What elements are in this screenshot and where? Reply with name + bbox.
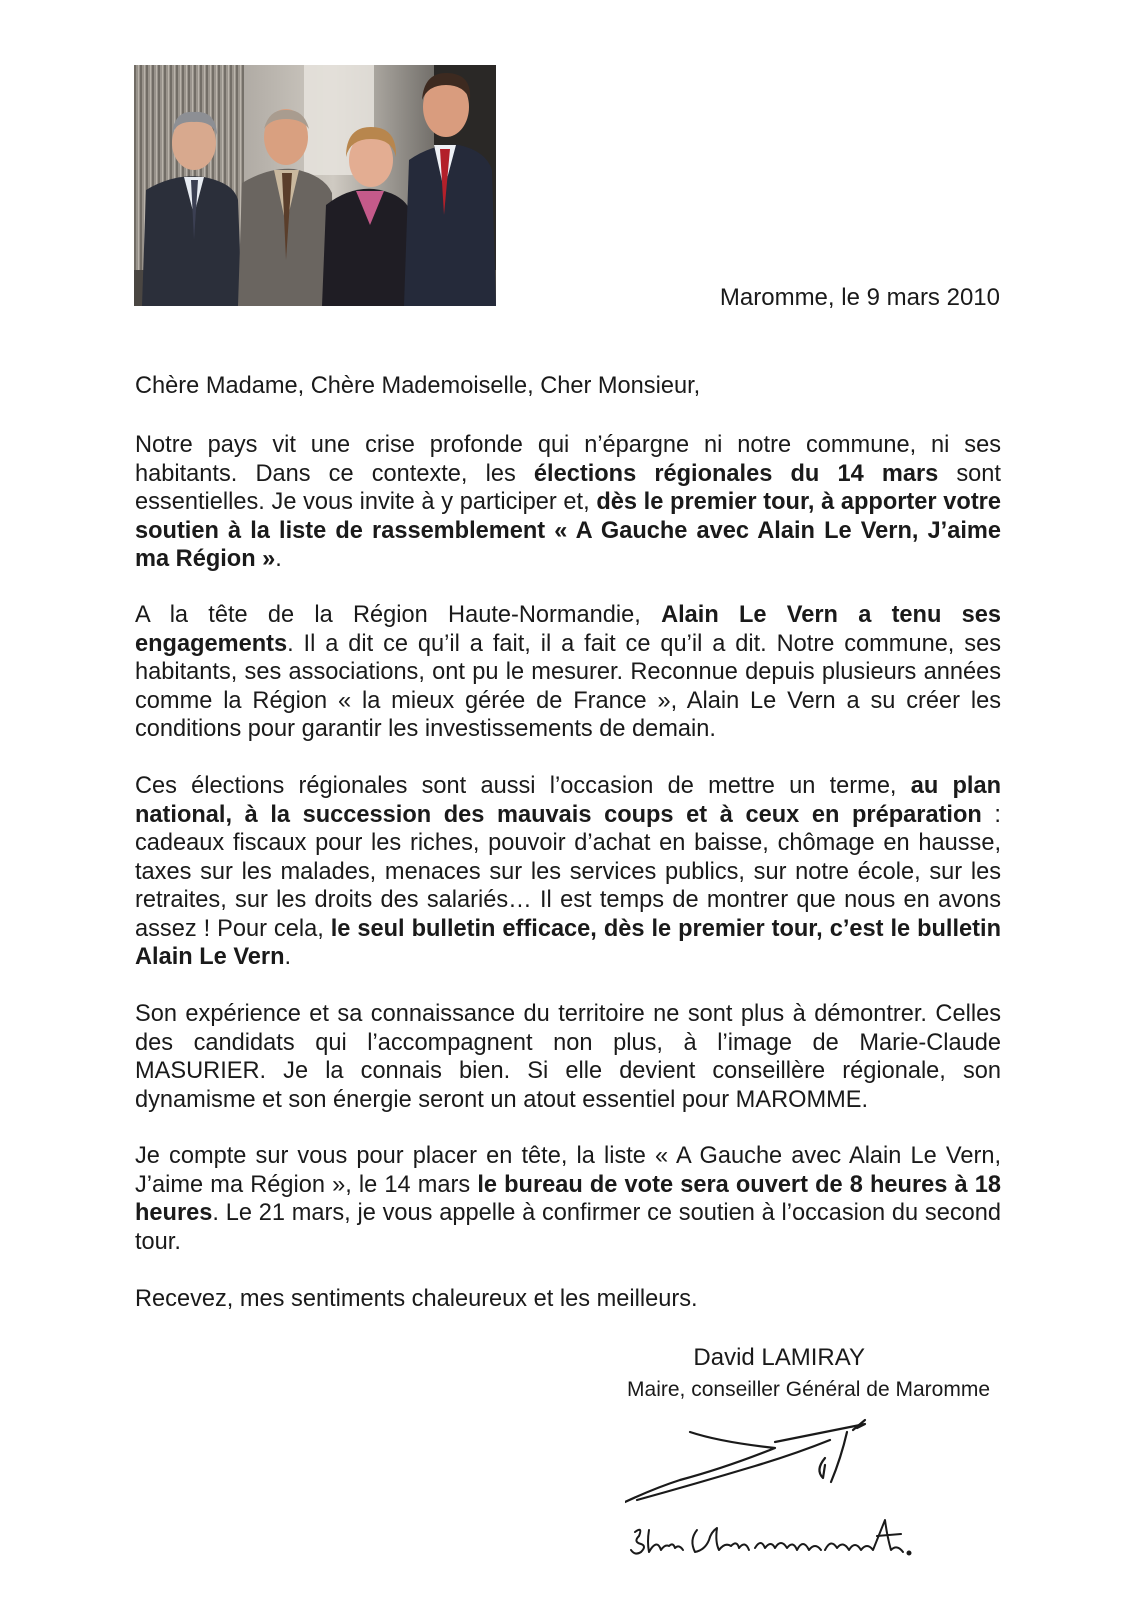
paragraph-1-text-2: sont essentielles. Je vous invite à y participer et,	[135, 460, 1001, 515]
paragraph-5-bold-1: le bureau de vote sera ouvert de 8 heures à 18 heures	[135, 1171, 1001, 1226]
paragraph-3-bold-2: le seul bulletin efficace, dès le premier tour, c’est le bulletin Alain Le Vern	[135, 915, 1001, 970]
signatory-name: David LAMIRAY	[693, 1344, 865, 1371]
paragraph-1-bold-2: dès le premier tour, à apporter votre soutien à la liste de rassemblement « A Gauche avec Alain Le Vern, J’aime ma Région »	[135, 489, 1001, 572]
paragraph-3-text-2: : cadeaux fiscaux pour les riches, pouvoir d’achat en baisse, chômage en hausse, taxes sur les malades, menaces sur les services publics, sur notre école, sur les retraites, sur les droits des salariés… Il est temps de montrer que nous en avons assez ! Pour cela,	[135, 801, 1001, 942]
paragraph-2-bold-1: Alain Le Vern a tenu ses engagements	[135, 602, 1001, 657]
paragraph-3-text-3: .	[284, 944, 292, 970]
signature-drawing	[625, 1410, 955, 1590]
paragraph-2-text-2: . Il a dit ce qu’il a fait, il a fait ce qu’il a dit. Notre commune, ses habitants, ses associations, ont pu le mesurer. Reconnue depuis plusieurs années comme la Région « la mieux gérée de France », Alain Le Vern a su créer les conditions pour garantir les investissements de demain.	[135, 630, 1001, 742]
paragraph-1	[135, 431, 1001, 574]
group-photo	[134, 65, 496, 306]
paragraph-2	[135, 601, 1001, 744]
salutation: Chère Madame, Chère Mademoiselle, Cher Monsieur,	[135, 373, 701, 399]
paragraph-3-bold-1: au plan national, à la succession des mauvais coups et à ceux en préparation	[135, 773, 1001, 828]
paragraph-1-text-1: Notre pays vit une crise profonde qui n’épargne ni notre commune, ni ses habitants. Dans ce contexte, les	[135, 432, 1001, 487]
paragraph-3-text-1: Ces élections régionales sont aussi l’occasion de mettre un terme,	[135, 773, 911, 799]
paragraph-3	[135, 772, 1001, 972]
letter-date: Maromme, le 9 mars 2010	[719, 284, 1000, 311]
paragraph-1-text-3: .	[275, 546, 282, 572]
signatory-title: Maire, conseiller Général de Maromme	[627, 1378, 990, 1401]
paragraph-1-bold-1: élections régionales du 14 mars	[533, 460, 939, 487]
paragraph-4: Son expérience et sa connaissance du territoire ne sont plus à démontrer. Celles des candidats qui l’accompagnent non plus, à l’image de Marie-Claude MASURIER. Je la connais bien. Si elle devient conseillère régionale, son dynamisme et son énergie seront un atout essentiel pour MAROMME.	[135, 1001, 1001, 1113]
closing-line: Recevez, mes sentiments chaleureux et les meilleurs.	[135, 1286, 698, 1312]
paragraph-5-text-2: . Le 21 mars, je vous appelle à confirmer ce soutien à l’occasion du second tour.	[135, 1200, 1001, 1255]
paragraph-5-text-1: Je compte sur vous pour placer en tête, la liste « A Gauche avec Alain Le Vern, J’aime ma Région », le 14 mars	[135, 1143, 1001, 1198]
paragraph-5	[135, 1142, 1001, 1256]
group-photo-image	[134, 65, 496, 306]
handwritten-signature	[625, 1410, 955, 1590]
paragraph-2-text-1: A la tête de la Région Haute-Normandie,	[135, 602, 662, 628]
